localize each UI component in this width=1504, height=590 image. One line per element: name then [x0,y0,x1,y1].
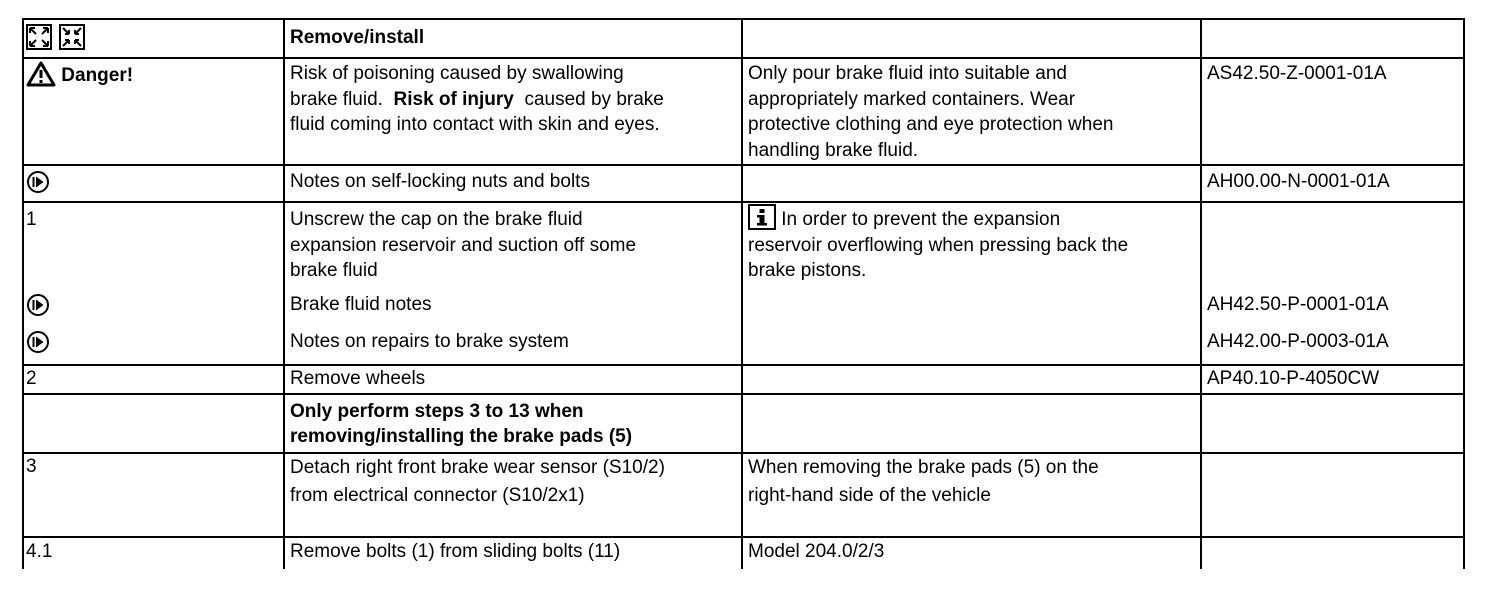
brake-fluid-notes-text: Brake fluid notes [290,294,432,315]
row-divider [22,452,1465,454]
step-4-1-note: Model 204.0/2/3 [748,541,885,562]
danger-text: Risk of poisoning caused by swallowing brake fluid. Risk of injury caused by brake fluid coming into contact with skin and eyes. [290,63,664,135]
notes-nuts-icon-cell [26,169,50,195]
table-border-top [22,18,1465,20]
brake-fluid-notes-icon-cell [26,292,50,318]
notes-nuts-ref-link[interactable]: AH00.00-N-0001-01A [1207,171,1390,192]
column-divider-3 [1200,18,1202,569]
repair-notes-text: Notes on repairs to brake system [290,331,569,352]
danger-note: Only pour brake fluid into suitable and appropriately marked containers. Wear protective clothing and eye protection when handling brake fluid. [748,63,1114,161]
pointer-circle-icon[interactable] [26,330,50,354]
warning-triangle-icon [26,61,56,87]
header-icons [26,24,85,50]
info-icon [748,204,776,230]
row-divider [22,536,1465,538]
repair-notes-icon-cell [26,329,50,355]
column-divider-1 [283,18,285,569]
pointer-circle-icon[interactable] [26,293,50,317]
pointer-circle-icon[interactable] [26,170,50,194]
row-divider [22,201,1465,203]
danger-label: Danger! [61,65,134,86]
perform-steps-note: Only perform steps 3 to 13 when removing/installing the brake pads (5) [290,401,633,447]
step-1-text: Unscrew the cap on the brake fluid expansion reservoir and suction off some brake fluid [290,209,637,281]
step-3-text: Detach right front brake wear sensor (S10/2) from electrical connector (S10/2x1) [290,457,665,506]
row-divider [22,393,1465,395]
expand-icon[interactable] [26,24,52,50]
row-divider [22,57,1465,59]
step-2-number: 2 [26,368,37,389]
step-1-note: In order to prevent the expansion reservoir overflowing when pressing back the brake pistons. [748,207,1128,284]
procedure-table [22,18,1465,569]
brake-fluid-notes-ref-link[interactable]: AH42.50-P-0001-01A [1207,294,1389,315]
step-4-1-text: Remove bolts (1) from sliding bolts (11) [290,541,621,562]
section-title: Remove/install [290,27,425,48]
row-divider [22,164,1465,166]
danger-label-cell [26,63,133,89]
table-border-right [1463,18,1465,569]
table-border-left [22,18,24,569]
step-1-number: 1 [26,209,37,230]
collapse-icon[interactable] [59,24,85,50]
step-3-number: 3 [26,456,37,477]
step-2-text: Remove wheels [290,368,426,389]
step-4-1-number: 4.1 [26,541,53,562]
step-2-ref-link[interactable]: AP40.10-P-4050CW [1207,368,1380,389]
column-divider-2 [741,18,743,569]
repair-notes-ref-link[interactable]: AH42.00-P-0003-01A [1207,331,1389,352]
notes-nuts-text: Notes on self-locking nuts and bolts [290,171,590,192]
danger-ref-link[interactable]: AS42.50-Z-0001-01A [1207,63,1387,84]
step-3-note: When removing the brake pads (5) on the right-hand side of the vehicle [748,457,1099,506]
